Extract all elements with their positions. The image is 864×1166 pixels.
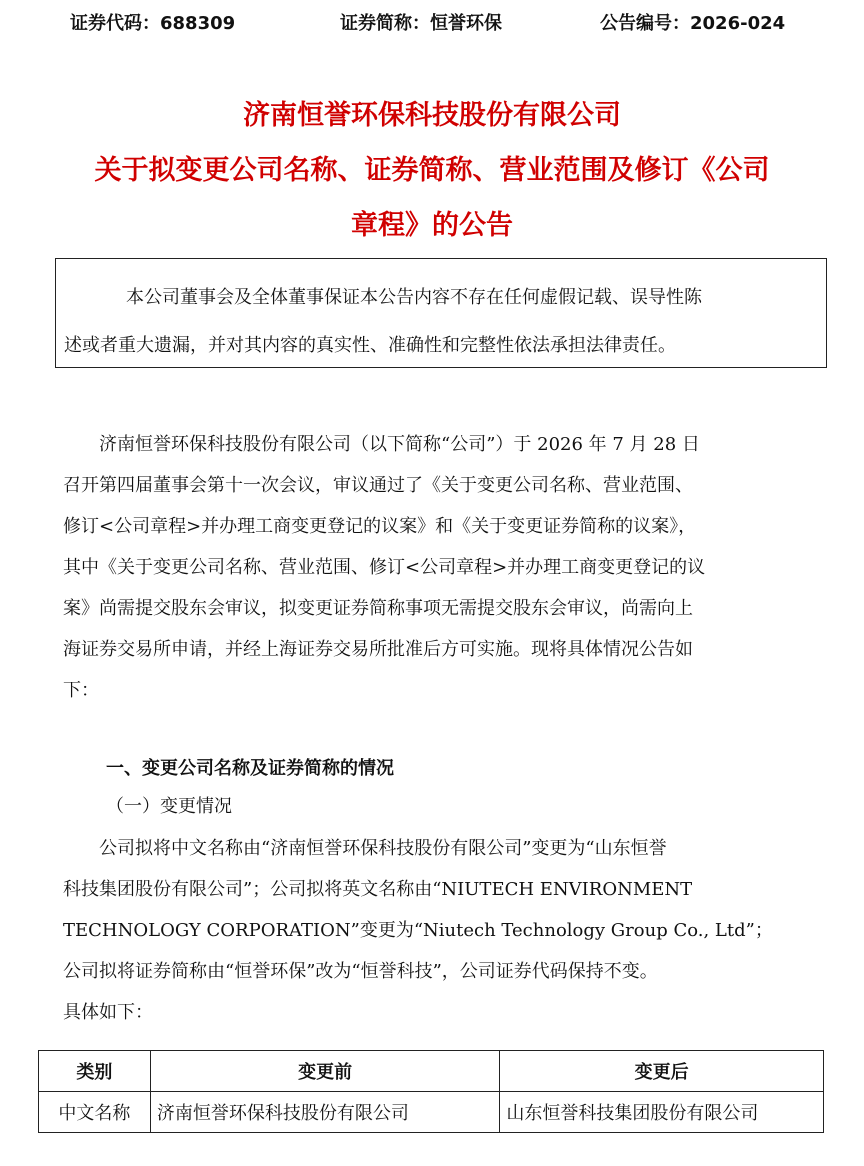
subsection-heading: （一）变更情况 xyxy=(106,796,232,817)
cell-category: 中文名称 xyxy=(39,1092,151,1133)
column-header-after: 变更后 xyxy=(500,1051,824,1092)
section1-line: 科技集团股份有限公司”；公司拟将英文名称由“NIUTECH ENVIRONMENT xyxy=(63,879,693,900)
section1-line: 具体如下： xyxy=(63,1002,153,1023)
table-row xyxy=(39,1092,824,1133)
section1-line: 公司拟将中文名称由“济南恒誉环保科技股份有限公司”变更为“山东恒誉 xyxy=(63,838,667,859)
notice-number: 公告编号：2026-024 xyxy=(600,13,786,34)
intro-line: 案》尚需提交股东会审议，拟变更证券简称事项无需提交股东会审议，尚需向上 xyxy=(63,598,693,619)
section1-line: 公司拟将证券简称由“恒誉环保”改为“恒誉科技”，公司证券代码保持不变。 xyxy=(63,961,658,982)
cell-after: 山东恒誉科技集团股份有限公司 xyxy=(500,1092,824,1133)
intro-line: 修订<公司章程>并办理工商变更登记的议案》和《关于变更证券简称的议案》， xyxy=(63,516,697,537)
board-statement-box xyxy=(55,258,827,368)
intro-line: 济南恒誉环保科技股份有限公司（以下简称“公司”）于 2026 年 7 月 28 日 xyxy=(63,434,700,455)
title-company: 济南恒誉环保科技股份有限公司 xyxy=(243,100,621,131)
board-statement-line2: 述或者重大遗漏，并对其内容的真实性、准确性和完整性依法承担法律责任。 xyxy=(64,335,676,356)
intro-line: 下： xyxy=(63,680,99,701)
stock-code: 证券代码：688309 xyxy=(70,13,236,34)
column-header-category: 类别 xyxy=(39,1051,151,1092)
section-heading: 一、变更公司名称及证券简称的情况 xyxy=(106,758,394,779)
intro-line: 海证券交易所申请，并经上海证券交易所批准后方可实施。现将具体情况公告如 xyxy=(63,639,693,660)
title-subject-line1: 关于拟变更公司名称、证券简称、营业范围及修订《公司 xyxy=(94,155,770,186)
board-statement-line1: 本公司董事会及全体董事保证本公告内容不存在任何虚假记载、误导性陈 xyxy=(126,287,702,308)
intro-line: 召开第四届董事会第十一次会议，审议通过了《关于变更公司名称、营业范围、 xyxy=(63,475,693,496)
name-change-table xyxy=(38,1050,824,1133)
table-header-row xyxy=(39,1051,824,1092)
stock-abbreviation: 证券简称：恒誉环保 xyxy=(340,13,502,34)
cell-before: 济南恒誉环保科技股份有限公司 xyxy=(150,1092,500,1133)
title-subject-line2: 章程》的公告 xyxy=(351,210,513,241)
document-header xyxy=(0,9,864,37)
intro-line: 其中《关于变更公司名称、营业范围、修订<公司章程>并办理工商变更登记的议 xyxy=(63,557,706,578)
column-header-before: 变更前 xyxy=(150,1051,500,1092)
section1-line: TECHNOLOGY CORPORATION”变更为“Niutech Technology Group Co., Ltd”； xyxy=(63,920,773,941)
